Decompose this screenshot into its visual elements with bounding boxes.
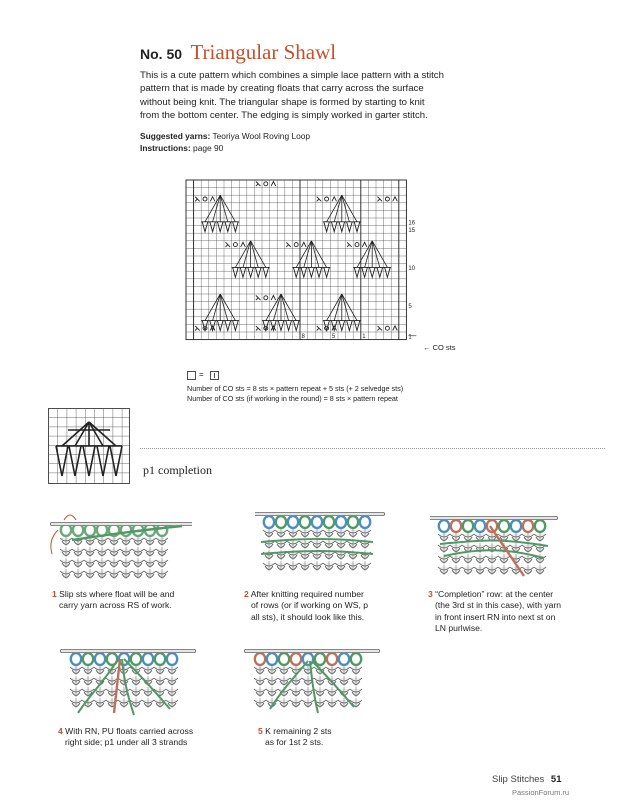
instructions-value: page 90 [193, 143, 224, 153]
chart-row-number: 10 [408, 266, 416, 272]
suggested-yarns [140, 131, 310, 142]
chart-grid [186, 180, 406, 340]
step-3-illustration [430, 500, 560, 580]
section-subhead: p1 completion [143, 463, 212, 477]
co-note-round: Number of CO sts (if working in the round) = 8 sts × pattern repeat [187, 394, 398, 403]
intro-paragraph [140, 69, 470, 123]
arrow-left-icon: ← [423, 343, 431, 352]
chart-row-number: 15 [408, 228, 416, 234]
step-2-caption: 2 After knitting required number of rows (or if working on WS, p all sts), it should look like this. [244, 589, 369, 622]
step-4-caption: 4 With RN, PU floats carried across right side; p1 under all 3 strands [58, 726, 194, 748]
instructions-ref [140, 143, 223, 154]
intro-line: without being knit. The triangular shape is formed by starting to knit [140, 96, 425, 108]
chart-row-number: 5 [408, 304, 412, 310]
co-sts-label: ← CO sts [423, 343, 456, 352]
yarn-value: Teoriya Wool Roving Loop [212, 131, 311, 141]
co-note-flat: Number of CO sts = 8 sts × pattern repeat + 5 sts (+ 2 selvedge sts) [187, 384, 404, 393]
page-footer [492, 774, 562, 785]
step-4-illustration [58, 637, 198, 717]
dotted-divider [140, 448, 605, 449]
intro-line: This is a cute pattern which combines a simple lace pattern with a stitch [140, 70, 444, 81]
step-5-illustration [240, 637, 380, 717]
completion-chart [48, 408, 130, 484]
chart-col-number: 8 [301, 334, 305, 341]
instructions-label: Instructions: [140, 143, 191, 153]
chart-row-number: 16 [408, 220, 416, 227]
step-1-caption: 1 Slip sts where float will be and carry yarn across RS of work. [52, 589, 175, 611]
knitting-chart [183, 178, 421, 364]
empty-square-icon [188, 372, 196, 380]
step-3-caption: 3 “Completion” row: at the center (the 3rd st in this case), with yarn in front insert RN into next st on LN purlwise. [428, 589, 562, 633]
section-name: Slip Stitches [492, 774, 545, 785]
chart-col-number: 5 [331, 334, 336, 341]
legend-equals: = [199, 370, 204, 379]
pattern-number: No. 50 [140, 46, 183, 62]
step-5-caption: 5 K remaining 2 sts as for 1st 2 sts. [258, 726, 332, 748]
watermark: PassionForum.ru [512, 788, 570, 797]
step-2-illustration [255, 500, 385, 580]
chart-col-number: 1 [362, 334, 366, 341]
page-header [140, 40, 336, 65]
chart-legend [187, 371, 223, 380]
pattern-title: Triangular Shawl [190, 40, 337, 64]
step-1-illustration [42, 500, 192, 580]
intro-line: from the bottom center. The edging is simply worked in garter stitch. [140, 110, 428, 122]
yarn-label: Suggested yarns: [140, 131, 211, 141]
chart-row-number: 1 [408, 334, 412, 341]
page-number: 51 [550, 774, 562, 785]
chart-row-numbers [408, 220, 415, 340]
intro-line: pattern that is made by creating floats that carry across the surface [140, 83, 424, 95]
